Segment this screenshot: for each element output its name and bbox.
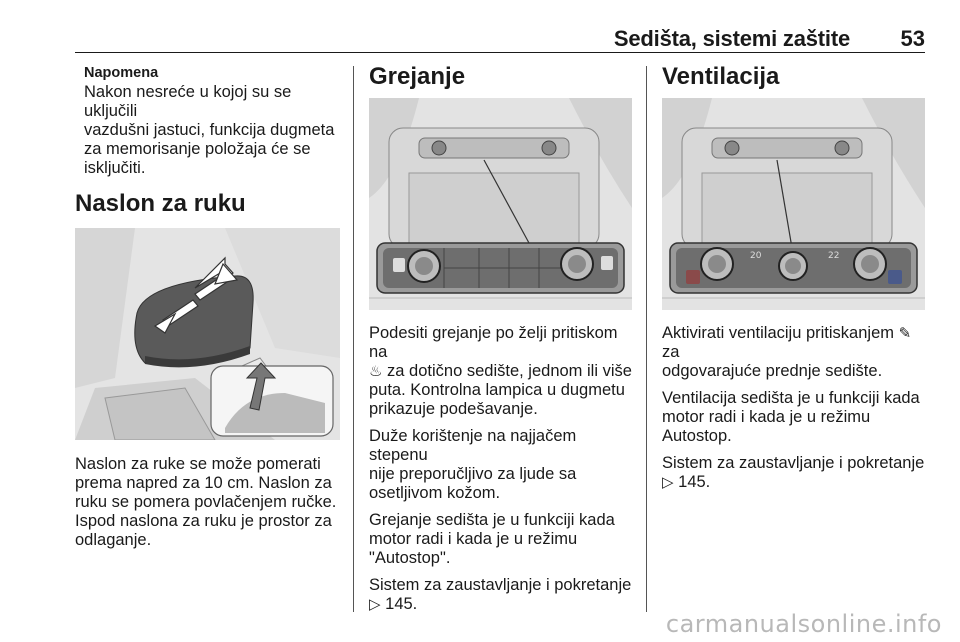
body-line: Ispod naslona za ruku je prostor za <box>75 512 332 530</box>
heating-panel-drawing <box>369 98 632 310</box>
body-line: Naslon za ruke se može pomerati <box>75 455 321 473</box>
body-line: prikazuje podešavanje. <box>369 400 538 418</box>
body-line: osetljivom kožom. <box>369 484 501 502</box>
column-armrest <box>75 64 347 249</box>
column-ventilation <box>662 64 932 90</box>
body-line: ruku se pomera povlačenjem ručke. <box>75 493 337 511</box>
body-line: motor radi i kada je u režimu <box>369 530 578 548</box>
seat-ventilation-icon: ✎ <box>898 324 912 342</box>
column-divider <box>646 66 647 612</box>
column-divider <box>353 66 354 612</box>
armrest-illustration <box>75 228 340 440</box>
column-heating <box>369 64 639 90</box>
page-reference[interactable]: ▷ 145. <box>662 473 711 491</box>
note-box <box>75 64 347 178</box>
ventilation-panel-drawing <box>662 98 925 310</box>
heating-body <box>369 324 639 614</box>
note-line: za memorisanje položaja će se <box>84 140 311 158</box>
section-heading: Ventilacija <box>662 63 780 90</box>
temp-label-left: 20 <box>750 251 762 261</box>
temp-label-right: 22 <box>828 251 840 261</box>
page-header <box>75 26 925 53</box>
note-line: isključiti. <box>84 159 146 177</box>
body-line: Autostop. <box>662 427 732 445</box>
body-line: Ventilacija sedišta je u funkciji kada <box>662 389 920 407</box>
section-heading: Naslon za ruku <box>75 190 246 217</box>
note-line: Nakon nesreće u kojoj su se uključili <box>84 83 292 120</box>
heating-panel-illustration <box>369 98 632 310</box>
armrest-drawing <box>75 228 340 440</box>
body-line: Grejanje sedišta je u funkciji kada <box>369 511 615 529</box>
body-line: Aktivirati ventilaciju pritiskanjem ✎ za <box>662 324 912 361</box>
body-line: Duže korištenje na najjačem stepenu <box>369 427 577 464</box>
body-line: puta. Kontrolna lampica u dugmetu <box>369 381 625 399</box>
body-line: ♨ za dotično sedište, jednom ili više <box>369 362 632 380</box>
body-line: Sistem za zaustavljanje i pokretanje <box>662 454 925 472</box>
body-line: "Autostop". <box>369 549 451 567</box>
body-line: prema napred za 10 cm. Naslon za <box>75 474 332 492</box>
armrest-body <box>75 455 347 550</box>
body-line: nije preporučljivo za ljude sa <box>369 465 577 483</box>
note-heading: Napomena <box>84 65 159 81</box>
reference-arrow-icon: ▷ <box>662 473 674 491</box>
section-heading: Grejanje <box>369 63 466 90</box>
body-line: odlaganje. <box>75 531 152 549</box>
page-number: 53 <box>900 26 925 51</box>
body-line: Podesiti grejanje po želji pritiskom na <box>369 324 618 361</box>
body-line: motor radi i kada je u režimu <box>662 408 871 426</box>
page-reference[interactable]: ▷ 145. <box>369 595 418 613</box>
seat-heating-icon: ♨ <box>369 362 383 380</box>
reference-arrow-icon: ▷ <box>369 595 381 613</box>
watermark: carmanualsonline.info <box>665 610 942 638</box>
body-line: odgovarajuće prednje sedište. <box>662 362 883 380</box>
page-title: Sedišta, sistemi zaštite <box>613 26 850 51</box>
body-line: Sistem za zaustavljanje i pokretanje <box>369 576 632 594</box>
ventilation-panel-illustration <box>662 98 925 310</box>
ventilation-body <box>662 324 932 492</box>
note-line: vazdušni jastuci, funkcija dugmeta <box>84 121 335 139</box>
